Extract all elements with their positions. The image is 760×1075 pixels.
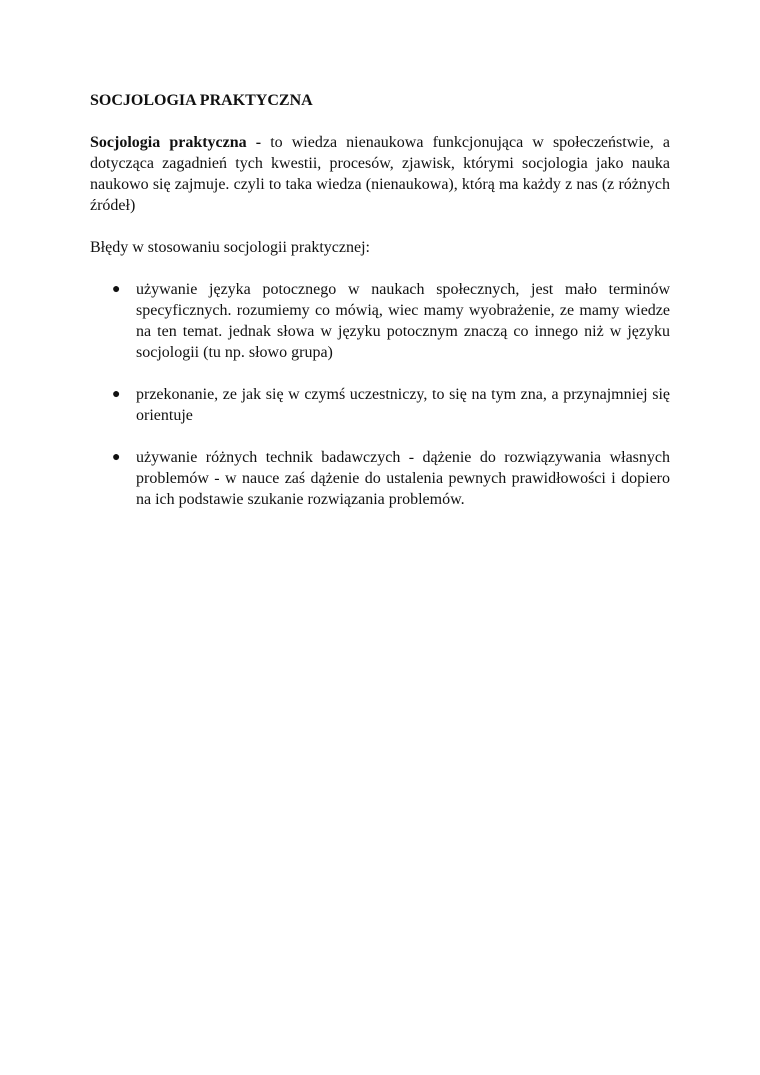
errors-list xyxy=(90,279,670,510)
definition-text: to wiedza nienaukowa funkcjonująca w społeczeństwie, a dotycząca zagadnień tych kwestii, procesów, zjawisk, którymi socjologia jako nauka naukowo się zajmuje. czyli to taka wiedza (nienaukowa), którą ma każdy z nas (z różnych źródeł) xyxy=(90,134,671,214)
definition-term: Socjologia praktyczna - xyxy=(90,134,262,151)
document-title: SOCJOLOGIA PRAKTYCZNA xyxy=(90,92,313,109)
bullet-icon: ● xyxy=(112,450,121,465)
document-content xyxy=(90,90,670,531)
list-item xyxy=(90,447,670,510)
bullet-icon: ● xyxy=(112,387,121,402)
definition-paragraph xyxy=(90,132,670,216)
errors-intro: Błędy w stosowaniu socjologii praktycznej: xyxy=(90,239,370,256)
list-item-text: używanie języka potocznego w naukach społecznych, jest mało terminów specyficznych. rozumiemy co mówią, wiec mamy wyobrażenie, ze mamy wiedze na ten temat. jednak słowa w języku potocznym znaczą co innego niż w języku socjologii (tu np. słowo grupa) xyxy=(136,281,670,361)
list-item xyxy=(90,384,670,426)
bullet-icon: ● xyxy=(112,282,121,297)
list-item-text: przekonanie, ze jak się w czymś uczestniczy, to się na tym zna, a przynajmniej się orientuje xyxy=(136,386,670,424)
list-item xyxy=(90,279,670,363)
list-item-text: używanie różnych technik badawczych - dążenie do rozwiązywania własnych problemów - w nauce zaś dążenie do ustalenia pewnych prawidłowości i dopiero na ich podstawie szukanie rozwiązania problemów. xyxy=(136,449,670,508)
